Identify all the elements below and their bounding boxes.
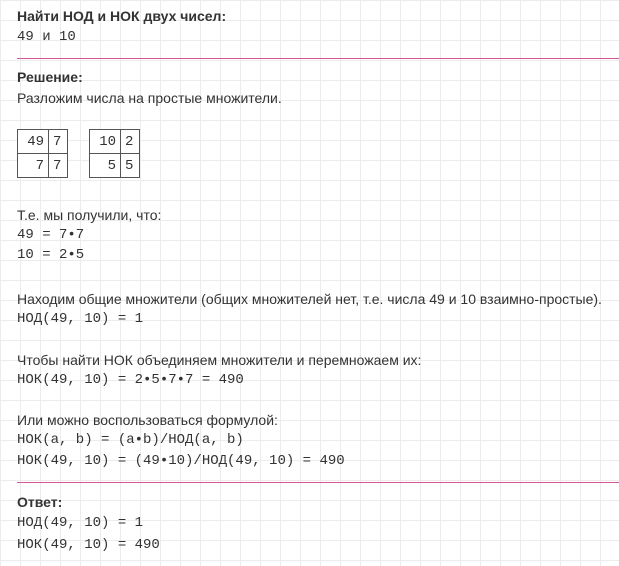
equation-49: 49 = 7•7: [17, 227, 85, 243]
divider: [17, 58, 619, 59]
answer-heading: Ответ:: [17, 494, 63, 510]
task-numbers: 49 и 10: [17, 29, 76, 45]
solution-intro: Разложим числа на простые множители.: [17, 90, 282, 106]
lcm-text: Чтобы найти НОК объединяем множители и перемножаем их:: [17, 352, 422, 368]
factor-cell: 5: [90, 154, 121, 178]
equation-10: 10 = 2•5: [17, 247, 85, 263]
factor-cell: 10: [90, 130, 121, 154]
answer-gcd: НОД(49, 10) = 1: [17, 515, 144, 531]
factor-cell: 5: [121, 154, 140, 178]
factor-cell: 7: [49, 154, 68, 178]
divider: [17, 482, 619, 483]
factor-cell: 2: [121, 130, 140, 154]
obtained-text: Т.е. мы получили, что:: [17, 207, 162, 223]
factor-cell: 49: [18, 130, 49, 154]
factor-table-49: [17, 129, 68, 178]
formula-applied-line: НОК(49, 10) = (49•10)/НОД(49, 10) = 490: [17, 453, 345, 469]
gcd-line: НОД(49, 10) = 1: [17, 311, 144, 327]
factor-table-10: [89, 129, 140, 178]
task-title: Найти НОД и НОК двух чисел:: [17, 8, 227, 24]
lcm-line: НОК(49, 10) = 2•5•7•7 = 490: [17, 372, 244, 388]
answer-lcm: НОК(49, 10) = 490: [17, 537, 160, 553]
common-factors-text: Находим общие множители (общих множителей нет, т.е. числа 49 и 10 взаимно-простые).: [17, 291, 602, 307]
factor-cell: 7: [18, 154, 49, 178]
factor-cell: 7: [49, 130, 68, 154]
formula-line: НОК(a, b) = (a•b)/НОД(a, b): [17, 432, 244, 448]
formula-text: Или можно воспользоваться формулой:: [17, 412, 278, 428]
solution-heading: Решение:: [17, 69, 83, 85]
